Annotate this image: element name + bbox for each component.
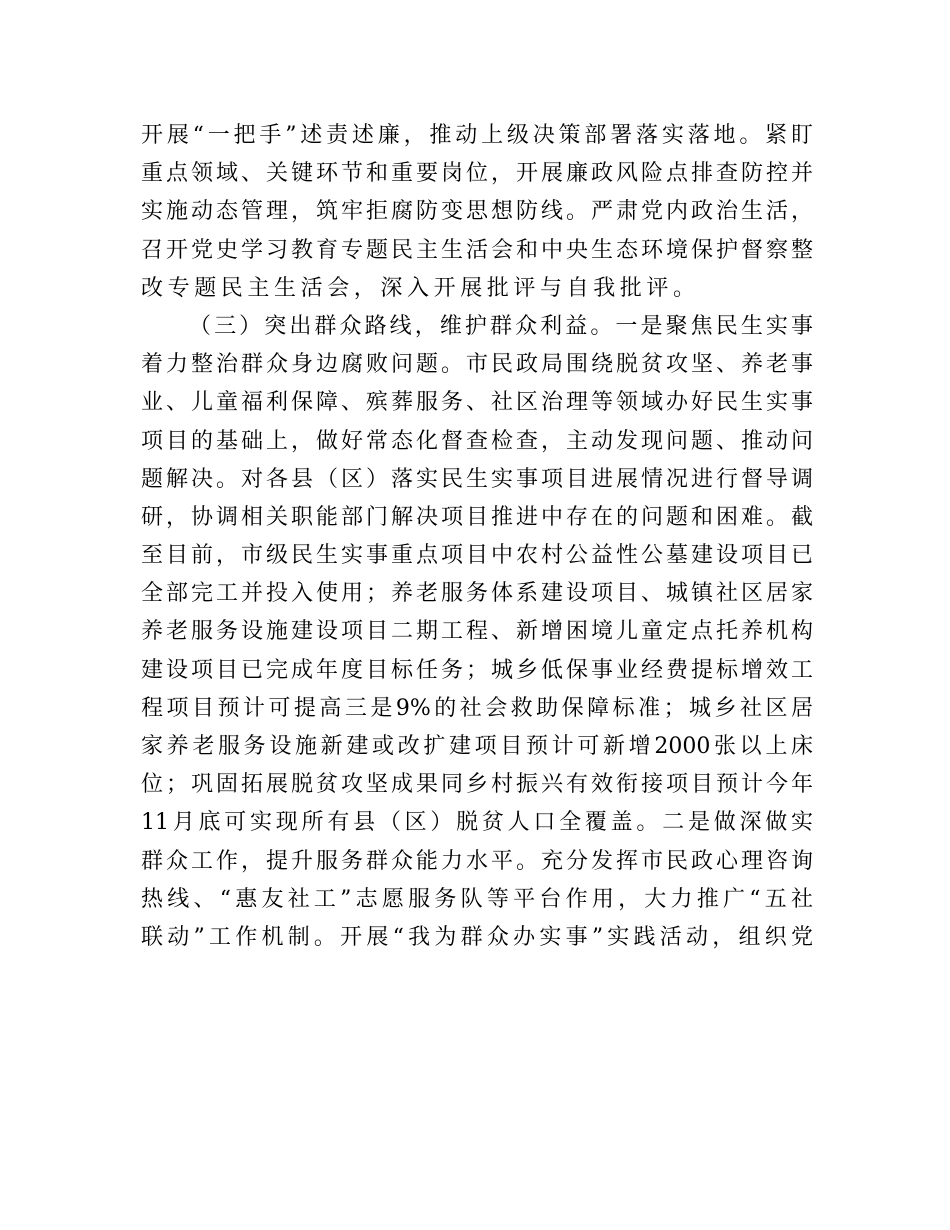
paragraph-1 [141,117,813,308]
text-line: 实施动态管理，筑牢拒腐防变思想防线。严肃党内政治生活， [141,199,813,225]
document-body [141,117,813,957]
text-line: 着力整治群众身边腐败问题。市民政局围绕脱贫攻坚、养老事 [141,352,813,378]
text-line: 题解决。对各县（区）落实民生实事项目进展情况进行督导调 [141,466,813,492]
text-line: 重点领域、关键环节和重要岗位，开展廉政风险点排查防控并 [141,161,813,187]
text-line: （三）突出群众路线，维护群众利益。一是聚焦民生实事 [189,313,813,339]
text-line: 位；巩固拓展脱贫攻坚成果同乡村振兴有效衔接项目预计今年 [141,772,813,798]
text-line: 开展“一把手”述责述廉，推动上级决策部署落实落地。紧盯 [141,123,813,148]
text-line: 研，协调相关职能部门解决项目推进中存在的问题和困难。截 [141,504,813,530]
text-line: 至目前，市级民生实事重点项目中农村公益性公墓建设项目已 [141,543,813,569]
text-line: 群众工作，提升服务群众能力水平。充分发挥市民政心理咨询 [141,848,813,874]
text-line: 改专题民主生活会，深入开展批评与自我批评。 [141,275,700,301]
text-line: 养老服务设施建设项目二期工程、新增困境儿童定点托养机构 [141,619,813,645]
text-line: 召开党史学习教育专题民主生活会和中央生态环境保护督察整 [141,237,813,263]
text-line: 程项目预计可提高三是9%的社会救助保障标准；城乡社区居 [141,695,813,721]
text-line: 全部完工并投入使用；养老服务体系建设项目、城镇社区居家 [141,581,813,607]
text-line: 业、儿童福利保障、殡葬服务、社区治理等领域办好民生实事 [141,390,813,416]
paragraph-2 [141,308,813,957]
text-line: 建设项目已完成年度目标任务；城乡低保事业经费提标增效工 [141,657,813,683]
text-line: 项目的基础上，做好常态化督查检查，主动发现问题、推动问 [141,428,813,454]
text-line: 家养老服务设施新建或改扩建项目预计可新增2000张以上床 [141,734,813,759]
text-line: 联动”工作机制。开展“我为群众办实事”实践活动，组织党 [141,924,813,950]
text-line: 11月底可实现所有县（区）脱贫人口全覆盖。二是做深做实 [141,810,813,836]
text-line: 热线、“惠友社工”志愿服务队等平台作用，大力推广“五社 [141,886,813,912]
